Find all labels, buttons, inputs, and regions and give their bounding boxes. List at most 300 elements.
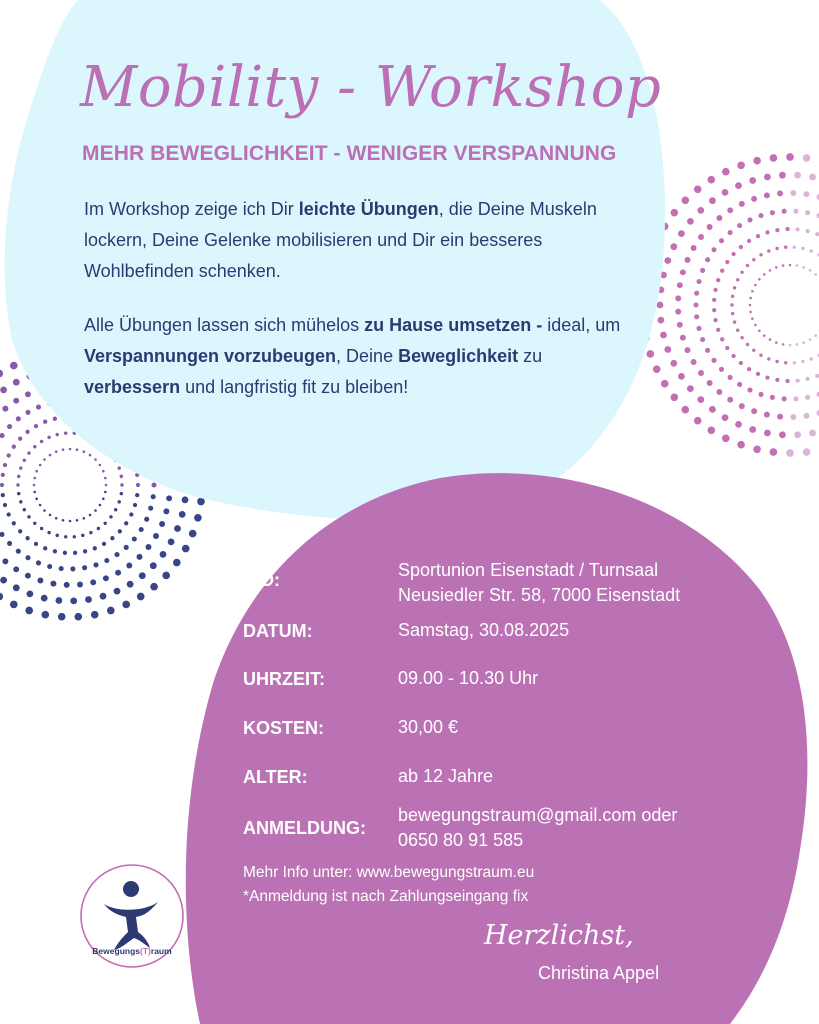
decor-dot — [758, 392, 763, 397]
decor-dot — [40, 440, 43, 443]
decor-dot — [39, 504, 42, 507]
decor-dot — [794, 172, 801, 179]
decor-dot — [687, 218, 694, 225]
decor-dot — [749, 304, 752, 307]
decor-dot — [139, 572, 146, 579]
decor-dot — [719, 367, 724, 372]
registration-email: bewegungstraum@gmail.com oder — [398, 805, 678, 825]
decor-dot — [12, 521, 16, 525]
decor-dot — [43, 546, 47, 550]
payment-note: *Anmeldung ist nach Zahlungseingang fix — [243, 888, 529, 905]
decor-dot — [782, 396, 787, 401]
decor-dot — [182, 496, 189, 503]
decor-dot — [18, 529, 22, 533]
decor-dot — [756, 234, 760, 238]
decor-dot — [117, 466, 120, 469]
decor-dot — [0, 483, 4, 487]
decor-dot — [19, 466, 22, 469]
decor-dot — [148, 506, 153, 511]
decor-dot — [102, 498, 105, 501]
decor-dot — [758, 278, 761, 281]
value-time-line-1: 09.00 - 10.30 Uhr — [398, 668, 539, 688]
decor-dot — [73, 535, 76, 538]
decor-dot — [27, 451, 30, 454]
decor-dot — [782, 264, 785, 267]
decor-dot — [777, 190, 783, 196]
decor-dot — [758, 213, 763, 218]
decor-dot — [670, 209, 678, 217]
decor-dot — [765, 230, 769, 234]
decor-dot — [17, 475, 20, 478]
decor-dot — [39, 464, 42, 467]
decor-dot — [35, 470, 38, 473]
decor-dot — [765, 375, 769, 379]
decor-dot — [670, 243, 677, 250]
decor-dot — [782, 209, 787, 214]
decor-dot — [104, 491, 107, 494]
decor-dot — [767, 249, 770, 252]
decor-dot — [55, 433, 58, 436]
decor-dot — [1, 473, 5, 477]
value-age — [398, 764, 778, 789]
decor-dot — [814, 273, 817, 276]
decor-dot — [33, 491, 36, 494]
decor-dot — [775, 247, 778, 250]
decor-dot — [25, 410, 30, 415]
decor-dot — [33, 522, 36, 525]
decor-dot — [55, 517, 58, 520]
decor-dot — [49, 514, 52, 517]
decor-dot — [737, 161, 745, 169]
decor-dot — [58, 613, 66, 621]
decor-dot — [83, 450, 86, 453]
decor-dot — [3, 503, 7, 507]
decor-dot — [137, 554, 143, 560]
decor-dot — [0, 370, 3, 378]
decor-dot — [670, 360, 677, 367]
decor-dot — [746, 264, 749, 267]
decor-dot — [775, 266, 778, 269]
decor-dot — [173, 559, 181, 567]
decor-dot — [794, 431, 801, 438]
decor-dot — [16, 549, 21, 554]
intro-text-run: Alle Übungen lassen sich mühelos — [84, 315, 365, 335]
decor-dot — [7, 512, 11, 516]
decor-dot — [736, 278, 739, 281]
decor-dot — [0, 532, 5, 537]
decor-dot — [64, 431, 67, 434]
decor-dot — [720, 269, 724, 273]
decor-dot — [17, 492, 20, 495]
decor-dot — [69, 520, 72, 523]
decor-dot — [678, 230, 685, 237]
decor-dot — [137, 593, 145, 601]
decor-dot — [805, 210, 810, 215]
decor-dot — [685, 347, 691, 353]
decor-dot — [34, 542, 38, 546]
decor-dot — [1, 493, 5, 497]
decor-dot — [94, 458, 97, 461]
decor-dot — [749, 311, 752, 314]
decor-dot — [789, 264, 792, 267]
decor-dot — [681, 406, 689, 414]
decor-dot — [736, 328, 739, 331]
decor-dot — [7, 424, 12, 429]
decor-dot — [735, 182, 742, 189]
decor-dot — [753, 445, 761, 453]
value-date — [398, 618, 778, 643]
decor-dot — [117, 500, 120, 503]
decor-dot — [747, 388, 752, 393]
decor-dot — [722, 189, 729, 196]
decor-dot — [716, 328, 720, 332]
decor-dot — [789, 344, 792, 347]
brand-logo — [78, 862, 186, 970]
decor-dot — [104, 558, 109, 563]
decor-dot — [779, 431, 786, 438]
decor-dot — [754, 324, 757, 327]
decor-dot — [740, 336, 743, 339]
intro-text-run: ideal, um — [542, 315, 621, 335]
decor-dot — [722, 168, 730, 176]
decor-dot — [758, 329, 761, 332]
decor-dot — [41, 595, 48, 602]
decor-dot — [795, 378, 799, 382]
decor-dot — [3, 463, 7, 467]
decor-dot — [105, 484, 108, 487]
decor-dot — [43, 420, 47, 424]
decor-dot — [698, 234, 704, 240]
decor-dot — [694, 417, 702, 425]
decor-dot — [661, 380, 669, 388]
decor-dot — [784, 361, 787, 364]
label-time: UHRZEIT: — [243, 669, 325, 689]
decor-dot — [696, 279, 701, 284]
decor-dot — [731, 354, 735, 358]
decor-dot — [77, 582, 83, 588]
decor-dot — [33, 445, 36, 448]
decor-dot — [35, 498, 38, 501]
decor-dot — [809, 249, 812, 252]
decor-dot — [83, 549, 87, 553]
decor-dot — [728, 375, 733, 380]
decor-dot — [694, 314, 699, 319]
decor-dot — [89, 531, 92, 534]
decor-dot — [114, 552, 119, 557]
value-cost-line-1: 30,00 € — [398, 717, 459, 737]
value-registration — [398, 803, 778, 853]
decor-dot — [681, 196, 689, 204]
decor-dot — [102, 542, 106, 546]
decor-dot — [62, 448, 65, 451]
decor-dot — [13, 398, 19, 404]
decor-dot — [36, 405, 41, 410]
decor-dot — [793, 209, 798, 214]
decor-dot — [49, 454, 52, 457]
decor-dot — [705, 257, 710, 262]
decor-dot — [13, 379, 20, 386]
decor-dot — [727, 397, 733, 403]
decor-dot — [809, 174, 816, 181]
decor-dot — [135, 493, 139, 497]
decor-dot — [93, 562, 98, 567]
decor-dot — [782, 343, 785, 346]
decor-dot — [120, 483, 123, 486]
decor-dot — [150, 583, 158, 591]
decor-dot — [40, 527, 43, 530]
label-cost: KOSTEN: — [243, 718, 324, 738]
decor-dot — [790, 414, 796, 420]
decor-dot — [23, 459, 26, 462]
decor-dot — [763, 273, 766, 276]
decor-dot — [716, 215, 722, 221]
decor-dot — [73, 551, 77, 555]
decor-dot — [735, 421, 742, 428]
decor-dot — [82, 565, 87, 570]
label-registration: ANMELDUNG: — [243, 818, 366, 838]
decor-dot — [720, 337, 724, 341]
decor-dot — [784, 245, 787, 248]
decor-dot — [809, 269, 812, 272]
decor-dot — [124, 521, 128, 525]
decor-dot — [660, 332, 667, 339]
decor-dot — [13, 584, 20, 591]
decor-dot — [664, 257, 671, 264]
decor-dot — [25, 536, 29, 540]
decor-dot — [103, 522, 106, 525]
decor-dot — [162, 572, 170, 580]
intro-text-run: zu Hause umsetzen - — [364, 315, 543, 335]
decor-dot — [16, 416, 21, 421]
value-cost — [398, 715, 778, 740]
logo-wordmark: Bewegungs(T)raum — [92, 946, 172, 956]
decor-dot — [189, 530, 197, 538]
decor-dot — [102, 470, 105, 473]
signer-name: Christina Appel — [538, 963, 660, 983]
decor-dot — [805, 229, 809, 233]
decor-dot — [151, 482, 156, 487]
decor-dot — [70, 598, 77, 605]
decor-dot — [194, 514, 202, 522]
dot-rings-right — [638, 153, 819, 457]
decor-dot — [55, 534, 58, 537]
decor-dot — [646, 350, 654, 358]
decor-dot — [722, 434, 730, 442]
decor-dot — [166, 495, 172, 501]
decor-dot — [103, 575, 109, 581]
decor-dot — [18, 437, 22, 441]
decor-dot — [767, 357, 770, 360]
decor-dot — [104, 477, 107, 480]
decor-dot — [754, 284, 757, 287]
decor-dot — [711, 358, 716, 363]
decor-dot — [81, 534, 84, 537]
decor-dot — [716, 278, 720, 282]
decor-dot — [711, 247, 716, 252]
decor-dot — [790, 190, 796, 196]
decor-dot — [168, 539, 175, 546]
decor-dot — [10, 362, 18, 370]
decor-dot — [751, 408, 757, 414]
decor-dot — [786, 153, 794, 161]
decor-dot — [731, 295, 734, 298]
label-date: DATUM: — [243, 621, 313, 641]
decor-dot — [759, 253, 762, 256]
decor-dot — [707, 224, 713, 230]
decor-dot — [107, 607, 115, 615]
label-age: ALTER: — [243, 767, 308, 787]
decor-dot — [25, 391, 31, 397]
decor-dot — [809, 357, 812, 360]
page-subtitle: MEHR BEWEGLICHKEIT - WENIGER VERSPANNUNG — [82, 142, 617, 165]
decor-dot — [93, 546, 97, 550]
decor-dot — [129, 512, 133, 516]
decor-dot — [691, 359, 697, 365]
decor-dot — [658, 317, 665, 324]
decor-dot — [110, 536, 114, 540]
decor-dot — [53, 417, 57, 421]
registration-phone: 0650 80 91 585 — [398, 830, 524, 850]
value-date-line-1: Samstag, 30.08.2025 — [398, 620, 570, 640]
decor-dot — [707, 380, 713, 386]
decor-dot — [752, 349, 755, 352]
decor-dot — [796, 343, 799, 346]
decor-dot — [746, 343, 749, 346]
decor-dot — [56, 597, 63, 604]
decor-dot — [90, 579, 96, 585]
intro-paragraph-1 — [84, 194, 624, 287]
decor-dot — [74, 613, 82, 621]
decor-dot — [775, 378, 779, 382]
decor-dot — [739, 201, 745, 207]
decor-dot — [680, 269, 686, 275]
decor-dot — [764, 192, 770, 198]
decor-dot — [680, 335, 686, 341]
decor-dot — [805, 377, 809, 381]
decor-dot — [7, 453, 11, 457]
value-time — [398, 666, 778, 691]
decor-dot — [804, 413, 810, 419]
decor-dot — [759, 353, 762, 356]
decor-dot — [749, 177, 756, 184]
decor-dot — [805, 395, 810, 400]
decor-dot — [127, 581, 134, 588]
decor-dot — [120, 475, 123, 478]
decor-dot — [749, 297, 752, 300]
decor-dot — [91, 611, 99, 619]
decor-dot — [653, 365, 661, 373]
value-location — [398, 558, 778, 608]
decor-dot — [179, 511, 186, 518]
decor-dot — [737, 223, 742, 228]
decor-dot — [151, 494, 156, 499]
decor-dot — [803, 448, 811, 456]
decor-dot — [114, 508, 117, 511]
decor-dot — [10, 601, 18, 609]
decor-dot — [115, 570, 121, 576]
decor-dot — [777, 414, 783, 420]
decor-dot — [55, 450, 58, 453]
decor-dot — [76, 448, 79, 451]
decor-dot — [700, 268, 705, 273]
decor-dot — [182, 545, 190, 553]
decor-dot — [23, 508, 26, 511]
decor-dot — [737, 441, 745, 449]
decor-dot — [747, 217, 752, 222]
decor-dot — [144, 517, 149, 522]
decor-dot — [815, 232, 819, 236]
decor-dot — [25, 607, 33, 615]
decor-dot — [730, 303, 733, 306]
decor-dot — [25, 555, 30, 560]
decor-dot — [707, 176, 715, 184]
intro-text-run: , Deine — [336, 346, 399, 366]
decor-dot — [713, 318, 717, 322]
decor-dot — [132, 536, 137, 541]
intro-text-run: und langfristig fit zu bleiben! — [180, 377, 409, 397]
decor-dot — [133, 503, 137, 507]
decor-dot — [0, 577, 7, 584]
decor-dot — [160, 551, 167, 558]
decor-dot — [50, 581, 56, 587]
decor-dot — [770, 395, 775, 400]
decor-dot — [174, 525, 181, 532]
decor-dot — [675, 309, 681, 315]
decor-dot — [19, 500, 22, 503]
intro-text-run: , die Deine Muskeln lockern, Deine Gelenke mobilisieren und Dir ein besseres Wohlbefinden schenken. — [84, 199, 597, 281]
decor-dot — [802, 266, 805, 269]
decor-dot — [793, 396, 798, 401]
decor-dot — [814, 334, 817, 337]
decor-dot — [700, 337, 705, 342]
value-location-line-1: Sportunion Eisenstadt / Turnsaal — [398, 560, 659, 580]
decor-dot — [159, 521, 165, 527]
decor-dot — [770, 154, 778, 162]
decor-dot — [0, 433, 5, 438]
decor-dot — [64, 582, 70, 588]
decor-dot — [733, 320, 736, 323]
decor-dot — [677, 322, 683, 328]
intro-text-run: leichte Übungen — [298, 199, 439, 219]
decor-dot — [697, 396, 704, 403]
decor-dot — [69, 448, 72, 451]
decor-dot — [728, 230, 733, 235]
decor-dot — [62, 519, 65, 522]
decor-dot — [763, 334, 766, 337]
decor-dot — [89, 454, 92, 457]
decor-dot — [100, 593, 107, 600]
decor-dot — [59, 566, 64, 571]
decor-dot — [25, 573, 31, 579]
decor-dot — [63, 551, 67, 555]
decor-dot — [801, 360, 804, 363]
intro-text-run: Verspannungen vorzubeugen — [84, 346, 337, 366]
decor-dot — [34, 424, 38, 428]
decor-dot — [664, 346, 671, 353]
decor-dot — [769, 338, 772, 341]
decor-dot — [47, 436, 50, 439]
decor-dot — [751, 290, 754, 293]
decor-dot — [0, 593, 3, 601]
decor-dot — [36, 560, 41, 565]
decor-dot — [804, 191, 810, 197]
decor-dot — [764, 174, 771, 181]
decor-dot — [803, 154, 811, 162]
decor-dot — [163, 508, 169, 514]
decor-dot — [33, 484, 36, 487]
decor-dot — [64, 535, 67, 538]
decor-dot — [13, 566, 19, 572]
